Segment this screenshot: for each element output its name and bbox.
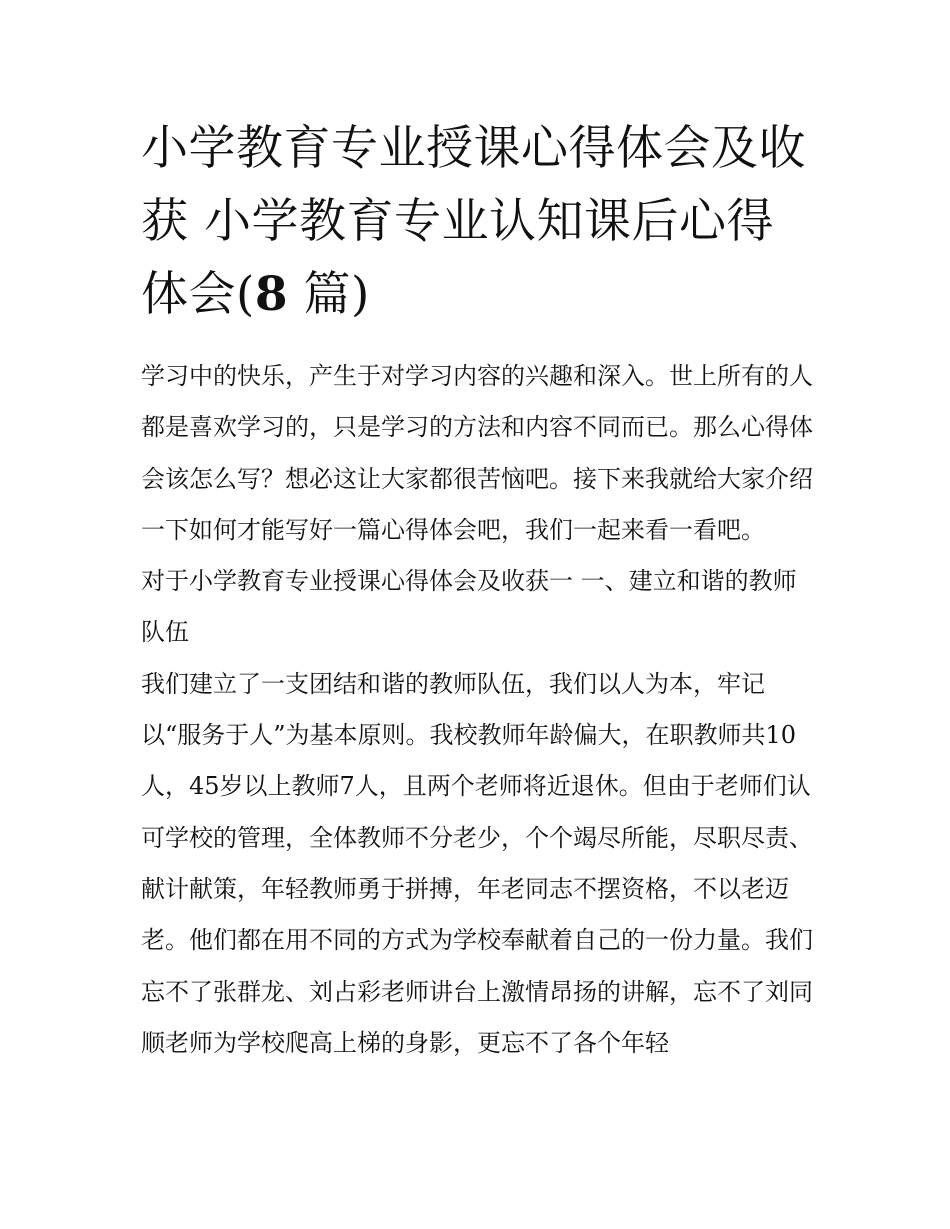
body-paragraph: 我们建立了一支团结和谐的教师队伍，我们以人为本，牢记以“服务于人”为基本原则。我校教师年龄偏大，在职教师共10人，45岁以上教师7人，且两个老师将近退休。但由于老师们认可学校的管理，全体教师不分老少，个个竭尽所能，尽职尽责、献计献策，年轻教师勇于拼搏，年老同志不摆资格，不以老迈老。他们都在用不同的方式为学校奉献着自己的一份力量。我们忘不了张群龙、刘占彩老师讲台上激情昂扬的讲解，忘不了刘同顺老师为学校爬高上梯的身影，更忘不了各个年轻 <box>141 669 813 1057</box>
title-text-part2: 篇) <box>288 267 370 322</box>
document-title <box>141 112 813 331</box>
title-count: 8 <box>254 267 289 322</box>
section-heading-paragraph: 对于小学教育专业授课心得体会及收获一 一、建立和谐的教师队伍 <box>141 567 797 647</box>
document-body <box>141 112 813 1069</box>
title-text-part1: 小学教育专业授课心得体会及收获 小学教育专业认知课后心得体会( <box>141 121 806 322</box>
intro-paragraph: 学习中的快乐，产生于对学习内容的兴趣和深入。世上所有的人都是喜欢学习的，只是学习的方法和内容不同而已。那么心得体会该怎么写？想必这让大家都很苦恼吧。接下来我就给大家介绍一下如何才能写好一篇心得体会吧，我们一起来看一看吧。 <box>141 362 813 544</box>
